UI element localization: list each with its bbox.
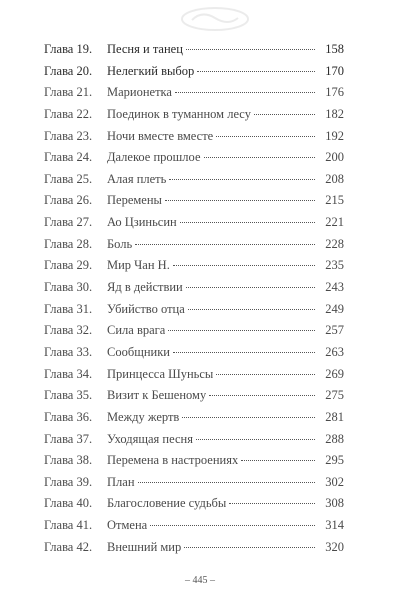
- dot-leader: [229, 503, 315, 504]
- page-ref: 320: [325, 539, 344, 554]
- chapter-number: Глава 30.: [44, 280, 93, 295]
- page-ref: 302: [325, 474, 344, 489]
- page-ref: 192: [325, 128, 344, 143]
- toc-entry: [44, 367, 344, 389]
- chapter-number: Глава 41.: [44, 518, 93, 533]
- page-ref: 243: [325, 280, 344, 295]
- page-ref: 215: [325, 193, 344, 208]
- chapter-number: Глава 33.: [44, 344, 93, 359]
- page-ref: 200: [325, 150, 344, 165]
- toc-entry: [44, 237, 344, 259]
- chapter-number: Глава 31.: [44, 301, 93, 316]
- chapter-title: Внешний мир: [107, 539, 182, 554]
- page-ref: 288: [325, 431, 344, 446]
- dot-leader: [197, 71, 315, 72]
- page-ref: 228: [325, 236, 344, 251]
- page-ref: 281: [325, 409, 344, 424]
- page-ref: 295: [325, 453, 344, 468]
- page-ref: 221: [325, 215, 344, 230]
- toc-entry: [44, 410, 344, 432]
- page-ref: 275: [325, 388, 344, 403]
- toc-entry: [44, 518, 344, 540]
- chapter-title: Уходящая песня: [107, 431, 193, 446]
- chapter-title: Сила врага: [107, 323, 166, 338]
- chapter-title: Отмена: [107, 518, 148, 533]
- dot-leader: [254, 114, 315, 115]
- dot-leader: [186, 287, 315, 288]
- chapter-title: Поединок в туманном лесу: [107, 106, 251, 121]
- chapter-title: Перемена в настроениях: [107, 453, 239, 468]
- chapter-title: Алая плеть: [107, 171, 167, 186]
- chapter-number: Глава 20.: [44, 63, 93, 78]
- page-ref: 263: [325, 344, 344, 359]
- toc-entry: [44, 150, 344, 172]
- dot-leader: [204, 157, 316, 158]
- chapter-number: Глава 36.: [44, 409, 93, 424]
- chapter-number: Глава 37.: [44, 431, 93, 446]
- chapter-title: Ночи вместе вместе: [107, 128, 214, 143]
- chapter-number: Глава 35.: [44, 388, 93, 403]
- toc-entry: [44, 302, 344, 324]
- toc-entry: [44, 323, 344, 345]
- chapter-title: Далекое прошлое: [107, 150, 201, 165]
- dot-leader: [180, 222, 315, 223]
- page-ref: 269: [325, 366, 344, 381]
- chapter-title: Перемены: [107, 193, 162, 208]
- chapter-number: Глава 26.: [44, 193, 93, 208]
- toc-entry: [44, 345, 344, 367]
- toc-entry: [44, 129, 344, 151]
- page-number: – 445 –: [185, 575, 215, 586]
- chapter-number: Глава 42.: [44, 539, 93, 554]
- publisher-stamp-icon: [180, 6, 250, 32]
- dot-leader: [175, 92, 315, 93]
- dot-leader: [138, 482, 315, 483]
- page-ref: 257: [325, 323, 344, 338]
- toc-entry: [44, 64, 344, 86]
- chapter-title: Песня и танец: [107, 42, 183, 56]
- page-ref: 314: [325, 518, 344, 533]
- dot-leader: [216, 136, 315, 137]
- toc-entry: [44, 388, 344, 410]
- dot-leader: [182, 417, 315, 418]
- chapter-title: Нелегкий выбор: [107, 63, 195, 78]
- chapter-number: Глава 24.: [44, 150, 93, 165]
- page-ref: 158: [325, 42, 344, 56]
- chapter-title: План: [107, 474, 135, 489]
- chapter-title: Визит к Бешеному: [107, 388, 207, 403]
- chapter-title: Между жертв: [107, 409, 180, 424]
- chapter-title: Мир Чан Н.: [107, 258, 170, 273]
- chapter-title: Сообщники: [107, 344, 170, 359]
- page-ref: 170: [325, 63, 344, 78]
- dot-leader: [196, 439, 315, 440]
- page-ref: 208: [325, 171, 344, 186]
- page-ref: 308: [325, 496, 344, 511]
- chapter-number: Глава 28.: [44, 236, 93, 251]
- toc-entry: [44, 107, 344, 129]
- dot-leader: [209, 395, 315, 396]
- toc-entry: [44, 215, 344, 237]
- dot-leader: [184, 547, 315, 548]
- dot-leader: [173, 265, 315, 266]
- chapter-number: Глава 40.: [44, 496, 93, 511]
- chapter-number: Глава 21.: [44, 85, 93, 100]
- page-ref: 182: [325, 106, 344, 121]
- chapter-number: Глава 34.: [44, 366, 93, 381]
- chapter-title: Убийство отца: [107, 301, 185, 316]
- dot-leader: [168, 330, 315, 331]
- dot-leader: [150, 525, 315, 526]
- toc-entry: [44, 85, 344, 107]
- dot-leader: [165, 200, 315, 201]
- table-of-contents: [44, 42, 344, 561]
- toc-entry: [44, 42, 344, 64]
- dot-leader: [188, 309, 315, 310]
- toc-entry: [44, 540, 344, 562]
- dot-leader: [135, 244, 315, 245]
- chapter-title: Ао Цзиньсин: [107, 215, 177, 230]
- chapter-number: Глава 23.: [44, 128, 93, 143]
- dot-leader: [173, 352, 315, 353]
- dot-leader: [169, 179, 315, 180]
- dot-leader: [216, 374, 315, 375]
- toc-entry: [44, 432, 344, 454]
- chapter-title: Принцесса Шуньсы: [107, 366, 214, 381]
- chapter-number: Глава 32.: [44, 323, 93, 338]
- page-ref: 235: [325, 258, 344, 273]
- toc-entry: [44, 280, 344, 302]
- chapter-title: Боль: [107, 236, 133, 251]
- chapter-number: Глава 39.: [44, 474, 93, 489]
- toc-entry: [44, 475, 344, 497]
- toc-entry: [44, 172, 344, 194]
- toc-entry: [44, 496, 344, 518]
- chapter-number: Глава 19.: [44, 42, 93, 56]
- chapter-number: Глава 29.: [44, 258, 93, 273]
- toc-entry: [44, 193, 344, 215]
- page-ref: 176: [325, 85, 344, 100]
- page-ref: 249: [325, 301, 344, 316]
- chapter-number: Глава 25.: [44, 171, 93, 186]
- chapter-number: Глава 27.: [44, 215, 93, 230]
- chapter-title: Марионетка: [107, 85, 172, 100]
- toc-entry: [44, 453, 344, 475]
- chapter-number: Глава 22.: [44, 106, 93, 121]
- chapter-title: Яд в действии: [107, 280, 183, 295]
- dot-leader: [186, 49, 315, 50]
- toc-entry: [44, 258, 344, 280]
- chapter-number: Глава 38.: [44, 453, 93, 468]
- dot-leader: [241, 460, 315, 461]
- chapter-title: Благословение судьбы: [107, 496, 227, 511]
